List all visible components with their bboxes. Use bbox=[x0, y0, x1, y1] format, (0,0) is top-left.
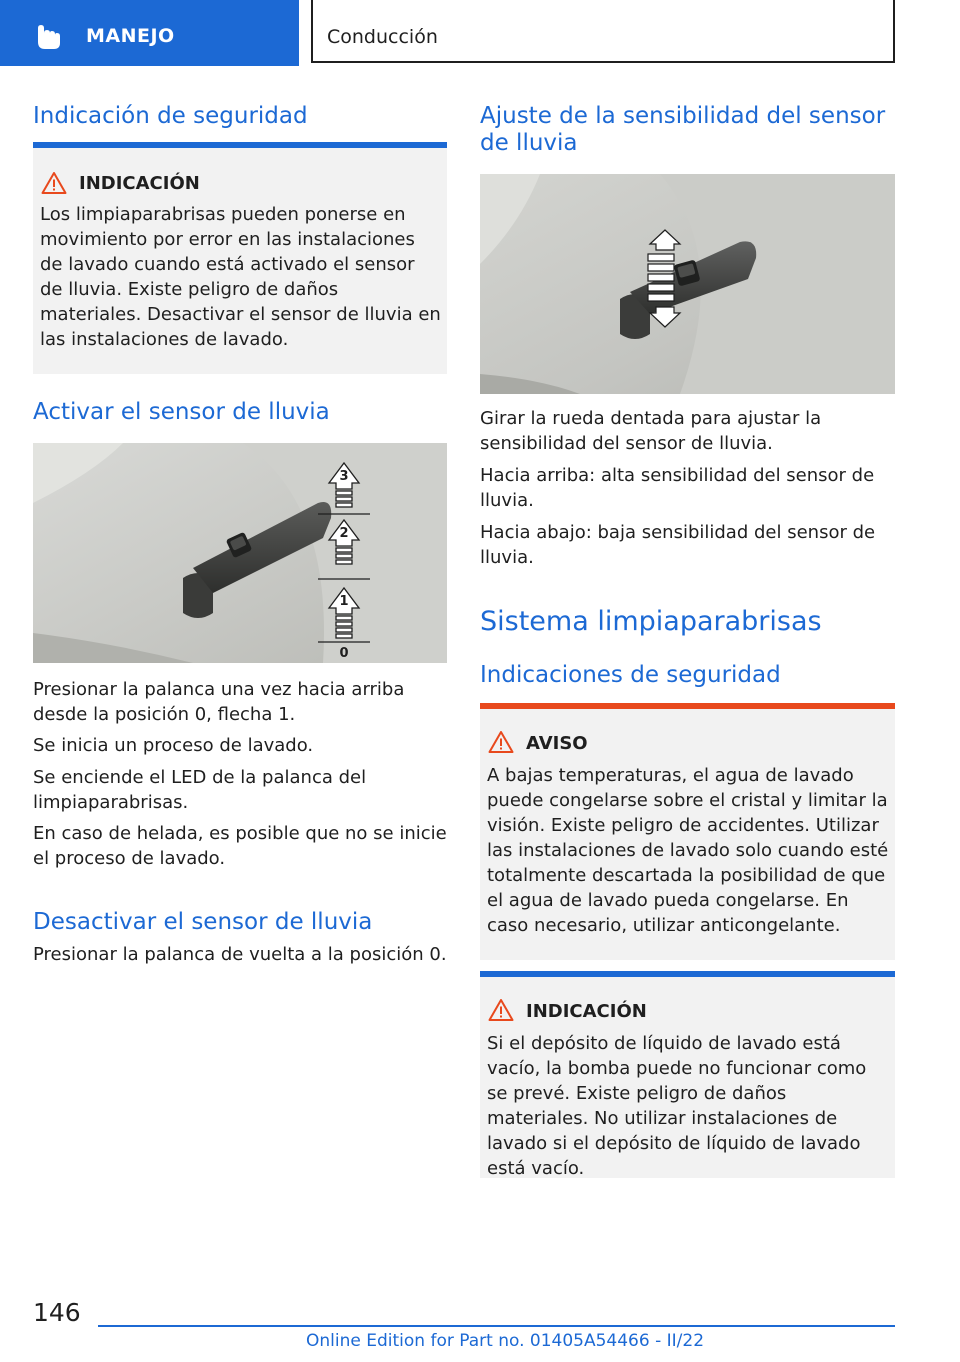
notice-text: A bajas temperaturas, el agua de lavado puede congelarse sobre el cristal y limitar la visión. Existe peligro de accidentes. Utilizar las instalaciones de lavado solo cuando esté totalmente descartada la posibilidad de que el agua de lavado pueda congelarse. En caso necesario, utilizar anticongelante. bbox=[487, 765, 889, 936]
paragraph-wash-starts: Se inicia un proceso de lavado. bbox=[33, 735, 314, 756]
lever-illustration bbox=[33, 443, 447, 663]
notice-bar bbox=[480, 703, 895, 709]
chapter-label: Conducción bbox=[327, 26, 438, 48]
page-number: 146 bbox=[33, 1298, 81, 1327]
section-label: MANEJO bbox=[86, 25, 175, 47]
notice-title: AVISO bbox=[526, 733, 588, 754]
lever-activate-photo bbox=[33, 443, 447, 663]
paragraph-press-lever: Presionar la palanca una vez hacia arriba desde la posición 0, flecha 1. bbox=[33, 679, 405, 725]
heading-activate-rain-sensor: Activar el sensor de lluvia bbox=[33, 399, 330, 425]
warning-triangle-icon bbox=[488, 730, 514, 754]
notice-text: Si el depósito de líquido de lavado está vacío, la bomba puede no funcionar como se prevé. Existe peligro de daños materiales. No utilizar instalaciones de lavado si el depósito de líquido de lavado está vacío. bbox=[487, 1033, 867, 1179]
heading-deactivate-rain-sensor: Desactivar el sensor de lluvia bbox=[33, 909, 373, 935]
section-tab[interactable] bbox=[0, 0, 299, 66]
paragraph-led-on: Se enciende el LED de la palanca del limpiaparabrisas. bbox=[33, 767, 367, 813]
notice-indicacion-2 bbox=[480, 971, 895, 1178]
sensitivity-illustration bbox=[480, 174, 895, 394]
notice-indicacion-1 bbox=[33, 142, 447, 374]
heading-safety-notes: Indicaciones de seguridad bbox=[480, 662, 781, 688]
footer-edition: Online Edition for Part no. 01405A54466 - II/22 bbox=[306, 1331, 705, 1351]
steering-hand-icon bbox=[30, 22, 64, 52]
notice-bar bbox=[480, 971, 895, 977]
notice-title: INDICACIÓN bbox=[79, 173, 200, 194]
paragraph-turn-wheel: Girar la rueda dentada para ajustar la sensibilidad del sensor de lluvia. bbox=[480, 408, 822, 454]
paragraph-up-high: Hacia arriba: alta sensibilidad del sensor de lluvia. bbox=[480, 465, 875, 511]
paragraph-frost: En caso de helada, es posible que no se inicie el proceso de lavado. bbox=[33, 823, 447, 869]
paragraph-down-low: Hacia abajo: baja sensibilidad del sensor de lluvia. bbox=[480, 522, 876, 568]
chapter-box bbox=[311, 0, 895, 63]
arrow-label-1: 1 bbox=[339, 594, 349, 609]
heading-safety-note: Indicación de seguridad bbox=[33, 103, 308, 129]
heading-wiper-system: Sistema limpiaparabrisas bbox=[480, 606, 822, 637]
position-label-0: 0 bbox=[339, 646, 349, 661]
warning-triangle-icon bbox=[41, 171, 67, 195]
paragraph-deactivate: Presionar la palanca de vuelta a la posición 0. bbox=[33, 944, 447, 965]
warning-triangle-icon bbox=[488, 998, 514, 1022]
lever-sensitivity-photo bbox=[480, 174, 895, 394]
arrow-label-2: 2 bbox=[339, 526, 349, 541]
footer-rule bbox=[98, 1325, 895, 1327]
notice-bar bbox=[33, 142, 447, 148]
notice-aviso bbox=[480, 703, 895, 960]
arrow-label-3: 3 bbox=[339, 469, 349, 484]
notice-text: Los limpiaparabrisas pueden ponerse en movimiento por error en las instalaciones de lavado cuando está activado el sensor de lluvia. Existe peligro de daños materiales. Desactivar el sensor de lluvia en las instalaciones de lavado. bbox=[40, 204, 441, 350]
heading-sensitivity: Ajuste de la sensibilidad del sensor de lluvia bbox=[480, 103, 886, 156]
notice-title: INDICACIÓN bbox=[526, 1001, 647, 1022]
page-header bbox=[0, 0, 960, 66]
